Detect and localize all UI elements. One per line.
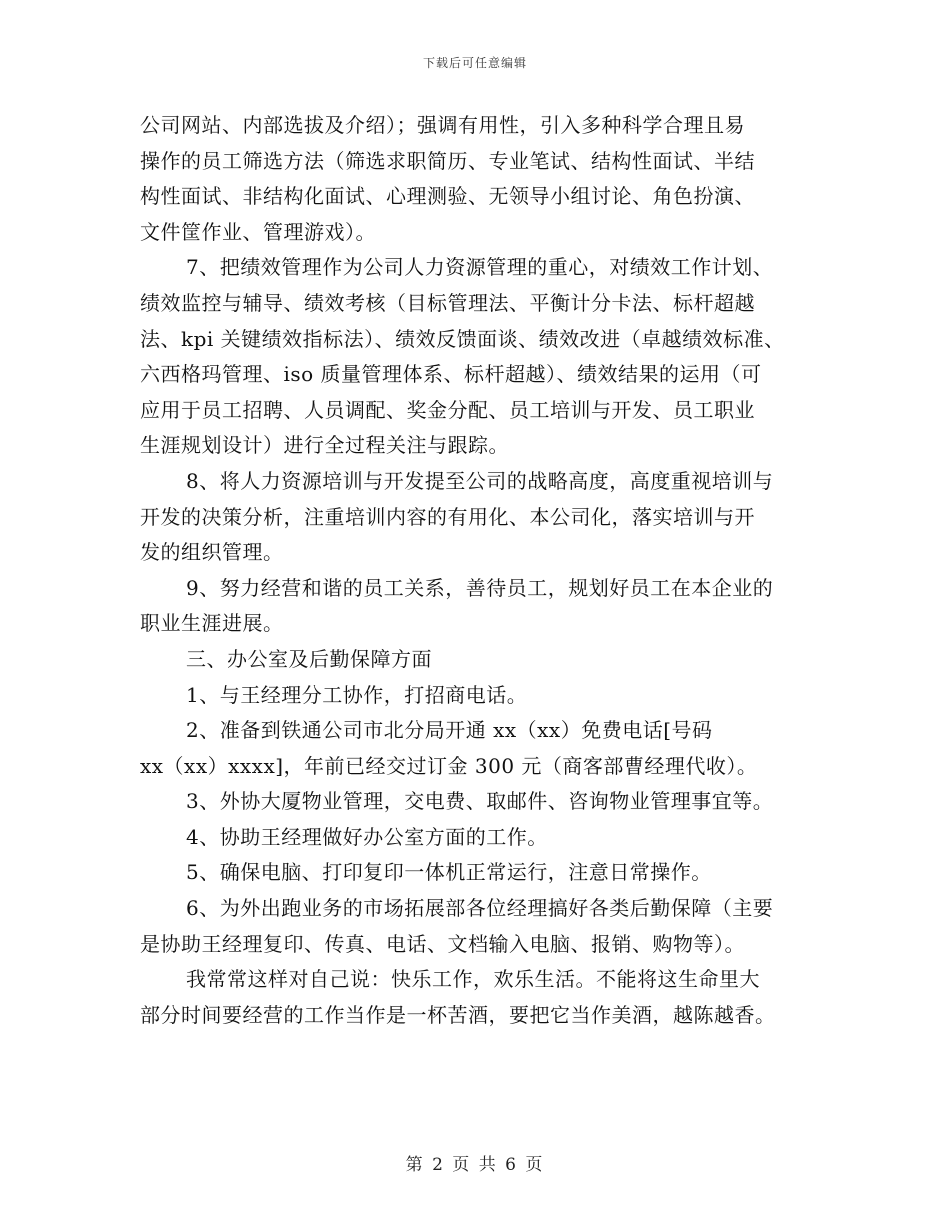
text-line: 2、准备到铁通公司市北分局开通 xx（xx）免费电话[号码 (186, 718, 713, 743)
page-footer: 第 2 页 共 6 页 (405, 1155, 545, 1175)
page-header: 下载后可任意编辑 (422, 56, 527, 70)
text-line: 职业生涯进展。 (140, 611, 284, 636)
text-line: 构性面试、非结构化面试、心理测验、无领导小组讨论、角色扮演、 (140, 184, 755, 209)
document-body (140, 111, 820, 1036)
text-line: 公司网站、内部选拔及介绍）；强调有用性，引入多种科学合理且易 (140, 113, 745, 137)
text-line: 3、外协大厦物业管理，交电费、取邮件、咨询物业管理事宜等。 (186, 789, 774, 814)
text-line: 4、协助王经理做好办公室方面的工作。 (186, 824, 548, 849)
text-line: 文件筐作业、管理游戏）。 (140, 219, 376, 244)
text-line: 应用于员工招聘、人员调配、奖金分配、员工培训与开发、员工职业 (140, 397, 755, 422)
text-line: 法、kpi 关键绩效指标法）、绩效反馈面谈、绩效改进（卓越绩效标准、 (140, 326, 785, 351)
text-line: 发的组织管理。 (140, 540, 284, 565)
text-line: 是协助王经理复印、传真、电话、文档输入电脑、报销、购物等）。 (140, 931, 745, 956)
text-line: 绩效监控与辅导、绩效考核（目标管理法、平衡计分卡法、标杆超越 (140, 290, 755, 315)
text-line: 7、把绩效管理作为公司人力资源管理的重心，对绩效工作计划、 (186, 255, 774, 280)
text-line: 8、将人力资源培训与开发提至公司的战略高度，高度重视培训与 (186, 468, 774, 493)
text-line: 六西格玛管理、iso 质量管理体系、标杆超越）、绩效结果的运用（可 (140, 362, 762, 387)
text-line: 生涯规划设计）进行全过程关注与跟踪。 (140, 433, 509, 458)
text-line: 部分时间要经营的工作当作是一杯苦酒，要把它当作美酒，越陈越香。 (140, 1002, 776, 1027)
text-line: 9、努力经营和谐的员工关系，善待员工，规划好员工在本企业的 (186, 575, 774, 600)
text-line: 我常常这样对自己说：快乐工作，欢乐生活。不能将这生命里大 (186, 967, 760, 992)
text-line: xx（xx）xxxx]，年前已经交过订金 300 元（商客部曹经理代收）。 (140, 753, 758, 778)
text-line: 1、与王经理分工协作，打招商电话。 (186, 682, 528, 707)
text-line: 开发的决策分析，注重培训内容的有用化、本公司化，落实培训与开 (140, 504, 755, 529)
section-heading: 三、办公室及后勤保障方面 (186, 646, 432, 671)
text-line: 5、确保电脑、打印复印一体机正常运行，注意日常操作。 (186, 860, 712, 885)
text-line: 操作的员工筛选方法（筛选求职简历、专业笔试、结构性面试、半结 (140, 148, 755, 173)
text-line: 6、为外出跑业务的市场拓展部各位经理搞好各类后勤保障（主要 (186, 896, 774, 921)
